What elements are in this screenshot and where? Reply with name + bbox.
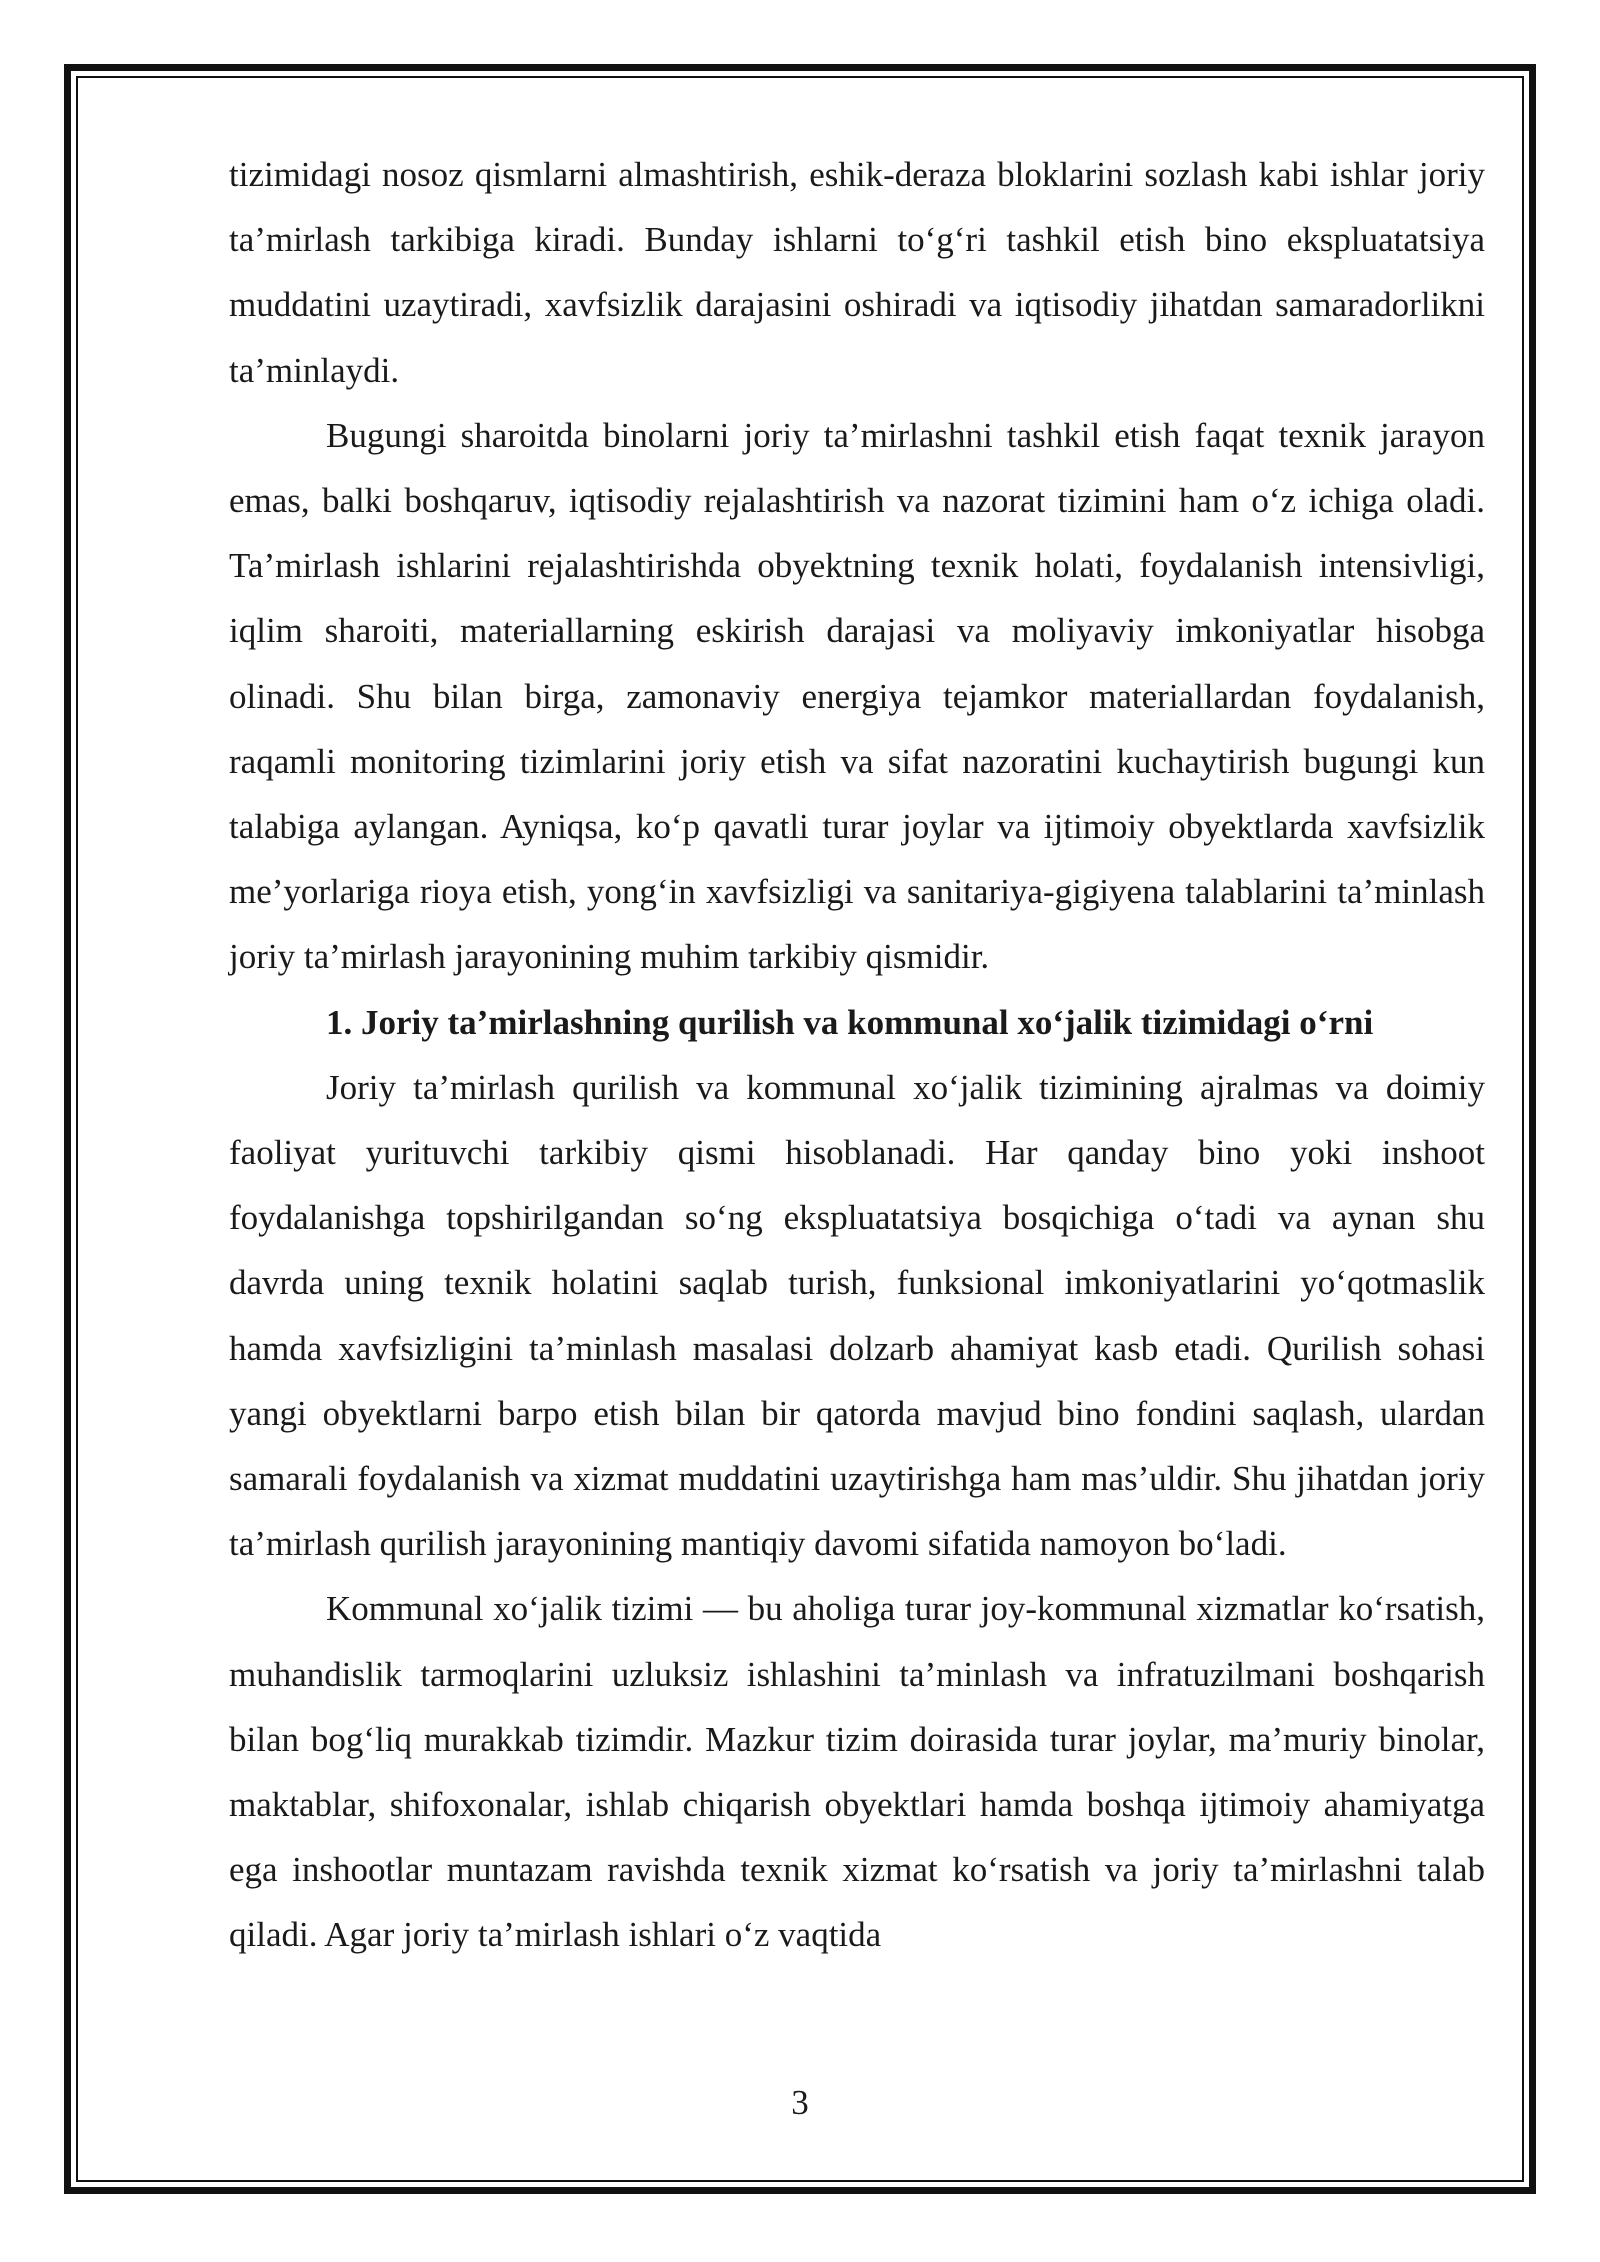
document-body bbox=[229, 142, 1485, 1968]
paragraph-body: Kommunal xo‘jalik tizimi — bu aholiga turar joy-kommunal xizmatlar ko‘rsatish, muhandislik tarmoqlarini uzluksiz ishlashini ta’minlash va infratuzilmani boshqarish bilan bog‘liq murakkab tizimdir. Mazkur tizim doirasida turar joylar, ma’muriy binolar, maktablar, shifoxonalar, ishlab chiqarish obyektlari hamda boshqa ijtimoiy ahamiyatga ega inshootlar muntazam ravishda texnik xizmat ko‘rsatish va joriy ta’mirlashni talab qiladi. Agar joriy ta’mirlash ishlari o‘z vaqtida bbox=[229, 1589, 1485, 1955]
section-heading: 1. Joriy ta’mirlashning qurilish va kommunal xo‘jalik tizimidagi o‘rni bbox=[326, 1002, 1374, 1042]
paragraph-body: Bugungi sharoitda binolarni joriy ta’mirlashni tashkil etish faqat texnik jarayon emas, balki boshqaruv, iqtisodiy rejalashtirish va nazorat tizimini ham o‘z ichiga oladi. Ta’mirlash ishlarini rejalashtirishda obyektning texnik holati, foydalanish intensivligi, iqlim sharoiti, materiallarning eskirish darajasi va moliyaviy imkoniyatlar hisobga olinadi. Shu bilan birga, zamonaviy energiya tejamkor materiallardan foydalanish, raqamli monitoring tizimlarini joriy etish va sifat nazoratini kuchaytirish bugungi kun talabiga aylangan. Ayniqsa, ko‘p qavatli turar joylar va ijtimoiy obyektlarda xavfsizlik me’yorlariga rioya etish, yong‘in xavfsizligi va sanitariya-gigiyena talablarini ta’minlash joriy ta’mirlash jarayonining muhim tarkibiy qismidir. bbox=[229, 415, 1485, 977]
page-number: 3 bbox=[791, 2083, 809, 2122]
paragraph-body: Joriy ta’mirlash qurilish va kommunal xo‘jalik tizimining ajralmas va doimiy faoliyat yurituvchi tarkibiy qismi hisoblanadi. Har qanday bino yoki inshoot foydalanishga topshirilgandan so‘ng ekspluatatsiya bosqichiga o‘tadi va aynan shu davrda uning texnik holatini saqlab turish, funksional imkoniyatlarini yo‘qotmaslik hamda xavfsizligini ta’minlash masalasi dolzarb ahamiyat kasb etadi. Qurilish sohasi yangi obyektlarni barpo etish bilan bir qatorda mavjud bino fondini saqlash, ulardan samarali foydalanish va xizmat muddatini uzaytirishga ham mas’uldir. Shu jihatdan joriy ta’mirlash qurilish jarayonining mantiqiy davomi sifatida namoyon bo‘ladi. bbox=[229, 1067, 1485, 1564]
paragraph-continuation: tizimidagi nosoz qismlarni almashtirish, eshik-deraza bloklarini sozlash kabi ishlar joriy ta’mirlash tarkibiga kiradi. Bunday ishlarni to‘g‘ri tashkil etish bino ekspluatatsiya muddatini uzaytiradi, xavfsizlik darajasini oshiradi va iqtisodiy jihatdan samaradorlikni ta’minlaydi. bbox=[229, 155, 1485, 390]
